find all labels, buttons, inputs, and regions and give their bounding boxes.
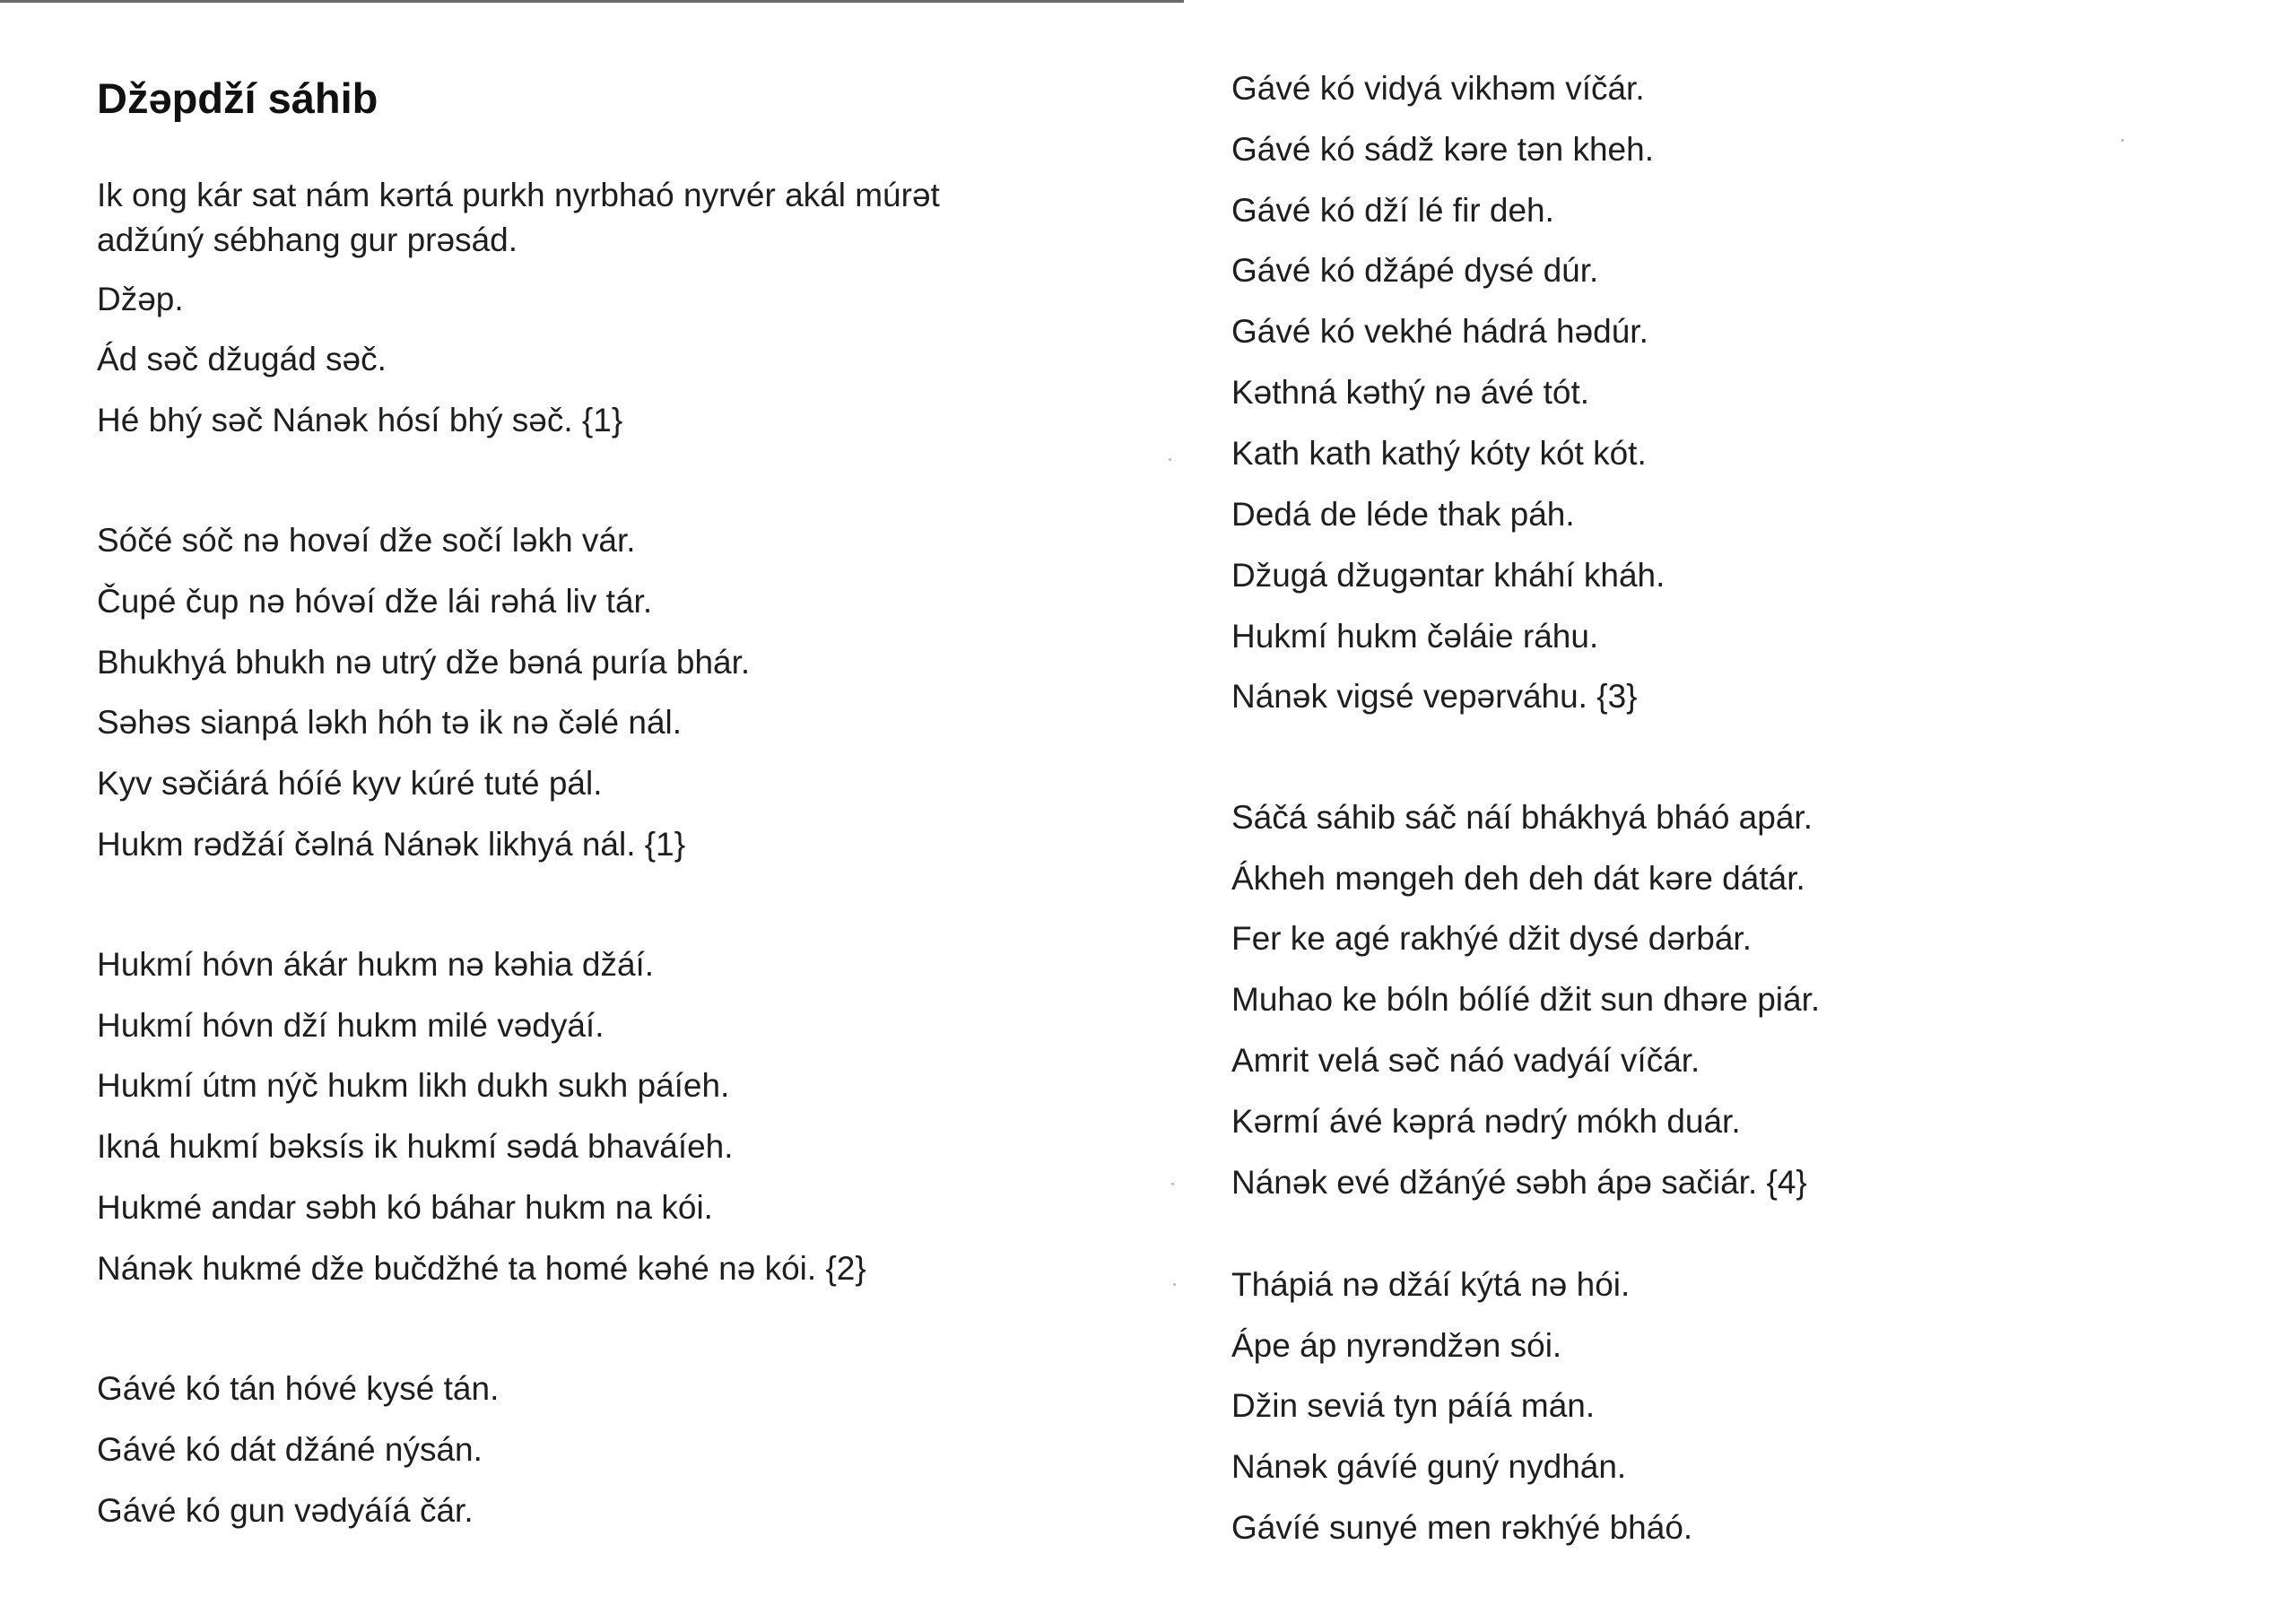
verse-line: Ád səč džugád səč. [97,341,387,378]
verse-line: Hukm rədžáí čəlná Nánək likhyá nál. {1} [97,826,686,863]
verse-line: Gávé kó sádž kəre tən kheh. [1231,131,1654,168]
verse-line: Hukmí hóvn dží hukm milé vədyáí. [97,1007,604,1044]
verse-line: Gávé kó vekhé hádrá hədúr. [1231,313,1648,350]
verse-line: Dedá de léde thak páh. [1231,496,1575,533]
verse-line: Gávé kó vidyá vikhəm víčár. [1231,70,1645,107]
verse-line: Sóčé sóč nə hovəí dže sočí ləkh vár. [97,522,636,559]
verse-line: Džəp. [97,281,184,317]
verse-line: Bhukhyá bhukh nə utrý dže bəná puría bhár. [97,644,751,681]
verse-line: Thápiá nə džáí kýtá nə hói. [1231,1266,1631,1303]
verse-line: Ápe áp nyrəndžən sói. [1231,1327,1562,1364]
verse-line: Gávé kó gun vədyáíá čár. [97,1492,474,1529]
verse-line: Səhəs sianpá ləkh hóh tə ik nə čəlé nál. [97,704,683,741]
verse-line: Gávé kó dát džáné nýsán. [97,1431,483,1468]
verse-line: Džin seviá tyn páíá mán. [1231,1387,1596,1424]
verse-line: Ikná hukmí bəksís ik hukmí sədá bhaváíeh. [97,1128,734,1165]
verse-line: Kəthná kəthý nə ávé tót. [1231,374,1590,411]
verse-line: Kyv səčiárá hóíé kyv kúré tuté pál. [97,765,603,802]
top-border-rule [0,0,1184,3]
scan-speck [1169,458,1171,461]
verse-line: Kath kath kathý kóty kót kót. [1231,435,1647,472]
verse-line: Kərmí ávé kəprá nədrý mókh duár. [1231,1103,1741,1140]
verse-line: Amrit velá səč náó vadyáí víčár. [1231,1042,1700,1079]
verse-line: Gávé kó dží lé fir deh. [1231,192,1554,229]
verse-line: Hukmé andar səbh kó báhar hukm na kói. [97,1189,713,1226]
intro-paragraph [97,173,940,263]
verse-line: Nánək evé džánýé səbh ápə sačiár. {4} [1231,1164,1807,1201]
verse-line: Hukmí hóvn ákár hukm nə kəhia džáí. [97,946,655,983]
verse-line: Čupé čup nə hóvəí dže lái rəhá liv tár. [97,583,653,620]
verse-line: Nánək vigsé vepərváhu. {3} [1231,678,1638,715]
scan-speck [1171,1183,1174,1185]
verse-line: Sáčá sáhib sáč náí bhákhyá bháó apár. [1231,799,1813,836]
verse-line: Fer ke agé rakhýé džit dysé dərbár. [1231,920,1752,957]
verse-line: Hé bhý səč Nánək hósí bhý səč. {1} [97,402,623,438]
verse-line: Hukmí hukm čəláie ráhu. [1231,618,1599,655]
verse-line: Nánək hukmé dže bučdžhé ta homé kəhé nə kói. {2} [97,1250,866,1287]
scan-speck [1173,1283,1176,1286]
verse-line: Hukmí útm nýč hukm likh dukh sukh páíeh. [97,1067,730,1104]
verse-line: Gávé kó tán hóvé kysé tán. [97,1370,500,1407]
verse-line: Nánək gávíé guný nydhán. [1231,1448,1627,1485]
page-title: Džəpdží sáhib [97,74,378,122]
verse-line: Ákheh məngeh deh deh dát kəre dátár. [1231,860,1805,897]
verse-line: Džugá džugəntar kháhí kháh. [1231,557,1665,594]
intro-text: Ik ong kár sat nám kərtá purkh nyrbhaó nyrvér akál múrət adžúný sébhang gur prəsád. [97,177,940,258]
verse-line: Gávé kó džápé dysé dúr. [1231,252,1599,289]
scan-speck [2121,139,2124,142]
verse-line: Gávíé sunyé men rəkhýé bháó. [1231,1509,1693,1546]
verse-line: Muhao ke bóln bólíé džit sun dhəre piár. [1231,981,1821,1018]
